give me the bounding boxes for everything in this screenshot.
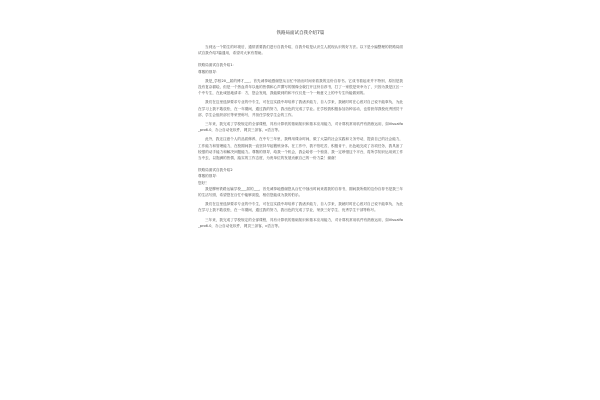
article1-salutation: 尊敬的领导：: [198, 69, 220, 74]
article1-paragraph-2: 我们在这里选择要求专业的中专生，可在这实践中却培养了我诸多能力，自入学来，我就时时在心底对自己说不能辜负，为此在学习上我不敢放松，在一年期间，通过我的努力，我出色的完成了学业。在学校我积极参加各种活动，也曾获得我校优秀团员干部，学生会组织部长等荣誉称号，并担任学校学生会的工作。: [198, 100, 403, 117]
article2-salutation: 尊敬的领导：: [198, 174, 220, 179]
article2-heading: 铁路局面试自我介绍2: [198, 168, 233, 173]
article2-paragraph-3: 三年来，我完成了学校规定的全部课程，具有计算机的基础知识和基本应用能力，对计算机常用软件有熟练运用，如Visualfo_pro6.0，办公自动化软件，网页三剑客，c语言等。: [198, 217, 403, 228]
article1-paragraph-1: 我是_学校20__届的博才___，首先诚挚地感谢您从百忙中抽出时间来看我的这份自荐书。它成书看起来并不特别，原因是我没有复杂描绘，但是一个热血青年以他的热情和心声撰写的图像全貌打开这份自荐书，打了一家很是荣幸为了，只因为我是区区一个中专生，在此诚恳地请求：方，您会发现，我能做到的和不仅仅是一个一般意义上的中专生所能做到的。: [198, 78, 403, 96]
article2-greeting: 您好！: [198, 180, 209, 185]
document-content: [198, 30, 403, 229]
intro-paragraph: 当到达一个陌生的环境后，通常需要我们进行自我介绍，自我介绍是认识生人展现认识的好方法。以下是小编整理的铁路局面试自我介绍7篇通用，希望对大家有帮助。: [198, 45, 403, 56]
article1-heading: 铁路局面试自我介绍1：: [198, 63, 237, 68]
article1-paragraph-4: 此外，我还注意个人的品质修养，在中专三年里，我利用课余时间，做了大量的社会实践和义务劳动，提高自己的社会能力，工作能力和管理能力，在校期间我一直坚持早起锻炼身体。在工作中，我不怕吃苦，积极肯干，出色地完成了各项任务，我具备了较强的动手能力和解决问题能力。尊敬的领导，给我一个机会，我会给你一个惊喜，我一定珍惜这个平台，将所学知识运用到工作当中去，以饱满的热情，踏实的工作态度，为贵单位的发展贡献自己的一份力量！谢谢！: [198, 137, 403, 161]
document-title: 铁路局面试自我介绍7篇: [276, 31, 325, 36]
article1-paragraph-3: 三年来，我完成了学校规定的全部课程，具有计算机的基础知识和基本应用能力，对计算机常用软件有熟练运用，如Visualfo_pro6.0，办公自动化软件，网页三剑客，c语言等。: [198, 122, 403, 133]
article2-paragraph-1: 我是柳州铁路运输学校___届的___，首先诚挚地感谢您从百忙中抽出时间来看我的自荐书，期间我所做的这份自荐书是我三年的生活写照，希望您在百忙中能够浏览，相信您能成为我的伯乐。: [198, 186, 403, 198]
article2-paragraph-2: 我们在这里选择要求专业的中专生，可在这实践中却培养了我诸多能力，自入学来，我就时时在心底对自己说不能辜负，为此在学习上我不敢放松，在一年期间，通过我的努力，我出色的完成了学业，荣获三好学生、优秀学生干部等称号。: [198, 202, 403, 213]
